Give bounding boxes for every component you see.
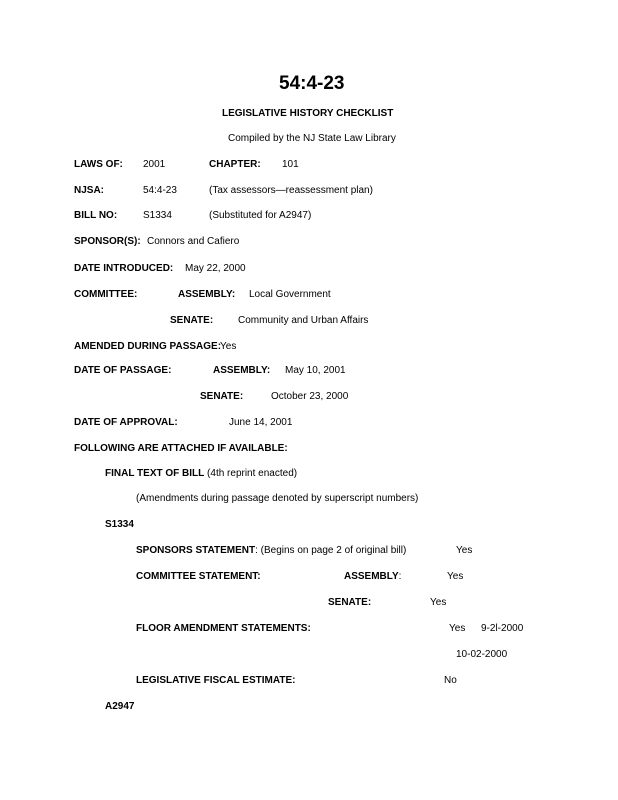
chapter-label: CHAPTER: xyxy=(209,159,261,170)
committee-statement-label: COMMITTEE STATEMENT: xyxy=(136,571,261,582)
a2947-label: A2947 xyxy=(105,701,135,712)
date-introduced-label: DATE INTRODUCED: xyxy=(74,263,174,274)
bill-no-label: BILL NO: xyxy=(74,210,118,221)
final-text-line xyxy=(105,469,297,479)
floor-amendment-label: FLOOR AMENDMENT STATEMENTS: xyxy=(136,623,311,634)
sponsors-statement-value: Yes xyxy=(456,545,473,556)
final-text-note: (4th reprint enacted) xyxy=(207,468,298,479)
sponsors-value: Connors and Cafiero xyxy=(147,236,240,247)
committee-statement-assembly xyxy=(344,572,401,582)
committee-statement-assembly-colon: : xyxy=(398,571,402,582)
chapter-value: 101 xyxy=(282,159,299,170)
laws-of-value: 2001 xyxy=(143,159,166,170)
amended-value: Yes xyxy=(220,341,237,352)
floor-amendment-date-1: 9-2l-2000 xyxy=(481,623,524,634)
date-of-approval-label: DATE OF APPROVAL: xyxy=(74,417,178,428)
committee-assembly-label: ASSEMBLY: xyxy=(178,289,236,300)
committee-statement-assembly-value: Yes xyxy=(447,571,464,582)
sponsors-label: SPONSOR(S): xyxy=(74,236,141,247)
laws-of-label: LAWS OF: xyxy=(74,159,123,170)
committee-senate-label: SENATE: xyxy=(170,315,214,326)
date-of-approval-value: June 14, 2001 xyxy=(229,417,293,428)
bill-no-value: S1334 xyxy=(143,210,172,221)
njsa-note: (Tax assessors—reassessment plan) xyxy=(209,185,373,196)
fiscal-estimate-value: No xyxy=(444,675,457,686)
compiled-by: Compiled by the NJ State Law Library xyxy=(228,133,396,144)
attached-heading: FOLLOWING ARE ATTACHED IF AVAILABLE: xyxy=(74,443,288,454)
checklist-heading: LEGISLATIVE HISTORY CHECKLIST xyxy=(222,108,394,119)
bill-no-note: (Substituted for A2947) xyxy=(209,210,312,221)
sponsors-statement-line xyxy=(136,546,406,556)
amendments-note: (Amendments during passage denoted by superscript numbers) xyxy=(136,493,419,504)
sponsors-statement-label: SPONSORS STATEMENT xyxy=(136,545,256,556)
njsa-label: NJSA: xyxy=(74,185,105,196)
committee-senate-value: Community and Urban Affairs xyxy=(238,315,369,326)
final-text-label: FINAL TEXT OF BILL xyxy=(105,468,205,479)
committee-label: COMMITTEE: xyxy=(74,289,138,300)
floor-amendment-value: Yes xyxy=(449,623,466,634)
floor-amendment-date-2: 10-02-2000 xyxy=(456,649,508,660)
passage-assembly-value: May 10, 2001 xyxy=(285,365,346,376)
sponsors-statement-note: : (Begins on page 2 of original bill) xyxy=(255,545,407,556)
passage-assembly-label: ASSEMBLY: xyxy=(213,365,271,376)
committee-assembly-value: Local Government xyxy=(249,289,331,300)
committee-statement-assembly-label: ASSEMBLY xyxy=(344,571,399,582)
committee-statement-senate-label: SENATE: xyxy=(328,597,372,608)
amended-label: AMENDED DURING PASSAGE: xyxy=(74,341,222,352)
committee-statement-senate-value: Yes xyxy=(430,597,447,608)
njsa-value: 54:4-23 xyxy=(143,185,177,196)
passage-senate-label: SENATE: xyxy=(200,391,244,402)
fiscal-estimate-label: LEGISLATIVE FISCAL ESTIMATE: xyxy=(136,675,296,686)
s1334-label: S1334 xyxy=(105,519,134,530)
date-introduced-value: May 22, 2000 xyxy=(185,263,246,274)
page-title: 54:4-23 xyxy=(279,73,345,94)
passage-senate-value: October 23, 2000 xyxy=(271,391,349,402)
date-of-passage-label: DATE OF PASSAGE: xyxy=(74,365,172,376)
